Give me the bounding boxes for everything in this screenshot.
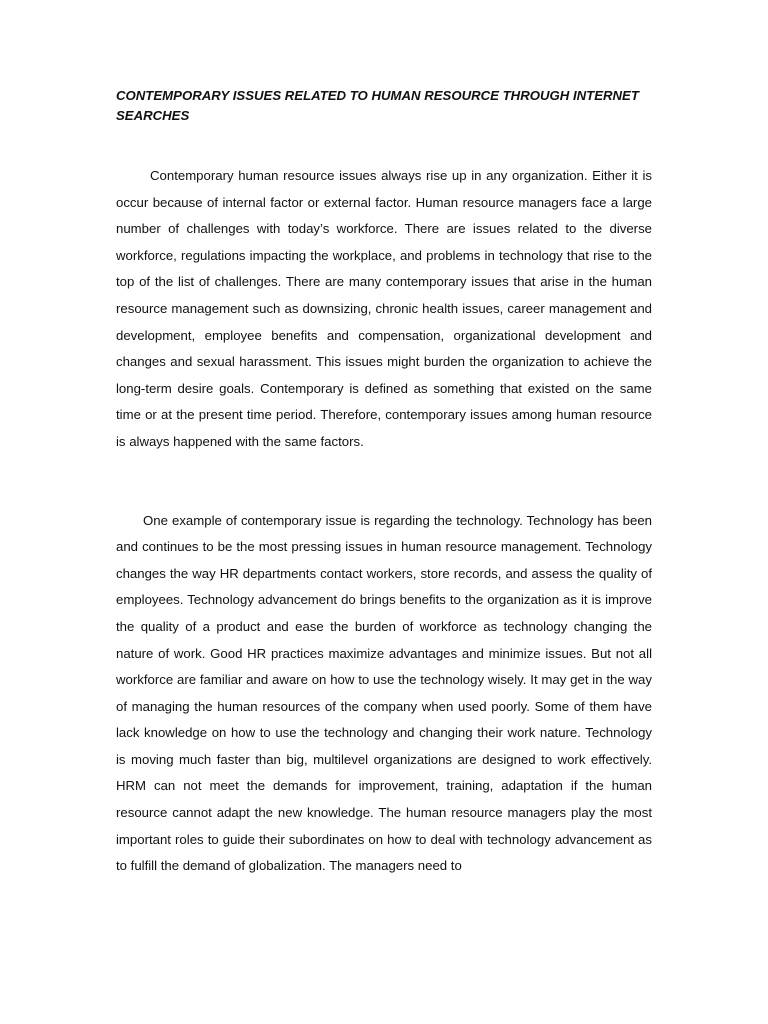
document-paragraph-1: Contemporary human resource issues always rise up in any organization. Either it is occur because of internal factor or external factor. Human resource managers face a large number of challenges with today’s workforce. There are issues related to the diverse workforce, regulations impacting the workplace, and problems in technology that rise to the top of the list of challenges. There are many contemporary issues that arise in the human resource management such as downsizing, chronic health issues, career management and development, employee benefits and compensation, organizational development and changes and sexual harassment. This issues might burden the organization to achieve the long-term desire goals. Contemporary is defined as something that existed on the same time or at the present time period. Therefore, contemporary issues among human resource is always happened with the same factors. xyxy=(116,168,652,449)
document-paragraph-2: One example of contemporary issue is regarding the technology. Technology has been and continues to be the most pressing issues in human resource management. Technology changes the way HR departments contact workers, store records, and assess the quality of employees. Technology advancement do brings benefits to the organization as it is improve the quality of a product and ease the burden of workforce as technology changing the nature of work. Good HR practices maximize advantages and minimize issues. But not all workforce are familiar and aware on how to use the technology wisely. It may get in the way of managing the human resources of the company when used poorly. Some of them have lack knowledge on how to use the technology and changing their work nature. Technology is moving much faster than big, multilevel organizations are designed to work effectively. HRM can not meet the demands for improvement, training, adaptation if the human resource cannot adapt the new knowledge. The human resource managers play the most important roles to guide their subordinates on how to deal with technology advancement as to fulfill the demand of globalization. The managers need to xyxy=(116,512,652,874)
document-content xyxy=(116,86,652,880)
document-title: CONTEMPORARY ISSUES RELATED TO HUMAN RESOURCE THROUGH INTERNET SEARCHES xyxy=(116,88,639,123)
